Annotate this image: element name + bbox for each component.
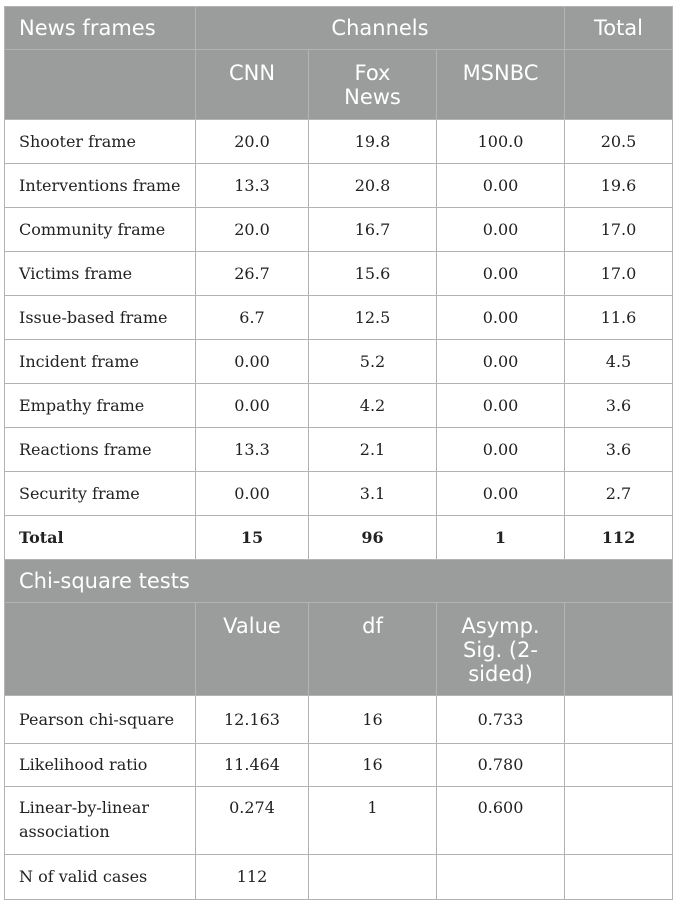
total-header: Total: [565, 7, 673, 50]
chi-square-row: [5, 696, 673, 744]
total-value: 20.5: [565, 120, 673, 164]
frame-name: Shooter frame: [5, 120, 196, 164]
frame-row: [5, 252, 673, 296]
total-value: 19.6: [565, 164, 673, 208]
frames-header: [5, 7, 673, 120]
fox-news-value: 15.6: [309, 252, 437, 296]
blank-cell: [565, 696, 673, 744]
total-row: [5, 516, 673, 560]
test-value: 12.163: [196, 696, 309, 744]
total-total: 112: [565, 516, 673, 560]
cnn-value: 20.0: [196, 120, 309, 164]
news-frames-table: [4, 6, 673, 900]
total-value: 3.6: [565, 384, 673, 428]
chi-square-title-row: [5, 560, 673, 603]
total-value: 17.0: [565, 252, 673, 296]
test-df: 16: [309, 696, 437, 744]
chi-square-row: [5, 744, 673, 787]
value-header: Value: [196, 603, 309, 696]
frames-total: [5, 516, 673, 560]
blank-cell: [565, 855, 673, 900]
blank-header-cell: [5, 50, 196, 120]
msnbc-value: 100.0: [437, 120, 565, 164]
test-name: Pearson chi-square: [5, 696, 196, 744]
chi-square-row: [5, 855, 673, 900]
frames-header-row-1: [5, 7, 673, 50]
blank-header-cell: [565, 603, 673, 696]
frame-row: [5, 340, 673, 384]
df-header: df: [309, 603, 437, 696]
cnn-value: 13.3: [196, 428, 309, 472]
fox-news-value: 3.1: [309, 472, 437, 516]
msnbc-value: 0.00: [437, 428, 565, 472]
fox-news-header: Fox News: [309, 50, 437, 120]
cnn-value: 26.7: [196, 252, 309, 296]
msnbc-header: MSNBC: [437, 50, 565, 120]
test-name: N of valid cases: [5, 855, 196, 900]
fox-news-value: 4.2: [309, 384, 437, 428]
frame-row: [5, 164, 673, 208]
frame-row: [5, 120, 673, 164]
blank-cell: [565, 744, 673, 787]
test-sig: 0.600: [437, 787, 565, 855]
chi-square-row: [5, 787, 673, 855]
channels-header: Channels: [196, 7, 565, 50]
cnn-value: 0.00: [196, 472, 309, 516]
frames-body: [5, 120, 673, 516]
msnbc-value: 0.00: [437, 164, 565, 208]
msnbc-value: 0.00: [437, 472, 565, 516]
test-value: 0.274: [196, 787, 309, 855]
frames-header-row-2: [5, 50, 673, 120]
chi-square-section: [5, 560, 673, 696]
test-sig: 0.733: [437, 696, 565, 744]
cnn-value: 20.0: [196, 208, 309, 252]
msnbc-value: 0.00: [437, 296, 565, 340]
cnn-value: 0.00: [196, 384, 309, 428]
total-value: 11.6: [565, 296, 673, 340]
fox-news-value: 16.7: [309, 208, 437, 252]
test-df: 1: [309, 787, 437, 855]
frame-name: Victims frame: [5, 252, 196, 296]
cnn-header: CNN: [196, 50, 309, 120]
chi-square-body: [5, 696, 673, 900]
total-cnn: 15: [196, 516, 309, 560]
test-df: 16: [309, 744, 437, 787]
blank-header-cell: [5, 603, 196, 696]
total-value: 17.0: [565, 208, 673, 252]
frame-row: [5, 296, 673, 340]
fox-news-value: 12.5: [309, 296, 437, 340]
news-frames-header: News frames: [5, 7, 196, 50]
cnn-value: 0.00: [196, 340, 309, 384]
chi-square-title: Chi-square tests: [5, 560, 673, 603]
fox-news-value: 20.8: [309, 164, 437, 208]
frame-name: Incident frame: [5, 340, 196, 384]
cnn-value: 6.7: [196, 296, 309, 340]
fox-news-value: 19.8: [309, 120, 437, 164]
total-value: 3.6: [565, 428, 673, 472]
test-name: Linear-by-linear association: [5, 787, 196, 855]
cnn-value: 13.3: [196, 164, 309, 208]
msnbc-value: 0.00: [437, 208, 565, 252]
test-value: 11.464: [196, 744, 309, 787]
test-sig: 0.780: [437, 744, 565, 787]
fox-news-value: 5.2: [309, 340, 437, 384]
frame-row: [5, 428, 673, 472]
total-msnbc: 1: [437, 516, 565, 560]
frame-name: Community frame: [5, 208, 196, 252]
test-value: 112: [196, 855, 309, 900]
total-fox: 96: [309, 516, 437, 560]
msnbc-value: 0.00: [437, 252, 565, 296]
frame-name: Security frame: [5, 472, 196, 516]
frame-name: Empathy frame: [5, 384, 196, 428]
test-name: Likelihood ratio: [5, 744, 196, 787]
msnbc-value: 0.00: [437, 384, 565, 428]
chi-square-header-row: [5, 603, 673, 696]
blank-cell: [565, 787, 673, 855]
total-value: 4.5: [565, 340, 673, 384]
asymp-sig-header: Asymp. Sig. (2- sided): [437, 603, 565, 696]
frame-name: Issue-based frame: [5, 296, 196, 340]
total-row-label: Total: [5, 516, 196, 560]
test-sig: [437, 855, 565, 900]
msnbc-value: 0.00: [437, 340, 565, 384]
frame-name: Reactions frame: [5, 428, 196, 472]
frame-row: [5, 208, 673, 252]
blank-header-cell: [565, 50, 673, 120]
fox-news-value: 2.1: [309, 428, 437, 472]
frame-name: Interventions frame: [5, 164, 196, 208]
frame-row: [5, 384, 673, 428]
total-value: 2.7: [565, 472, 673, 516]
test-df: [309, 855, 437, 900]
frame-row: [5, 472, 673, 516]
